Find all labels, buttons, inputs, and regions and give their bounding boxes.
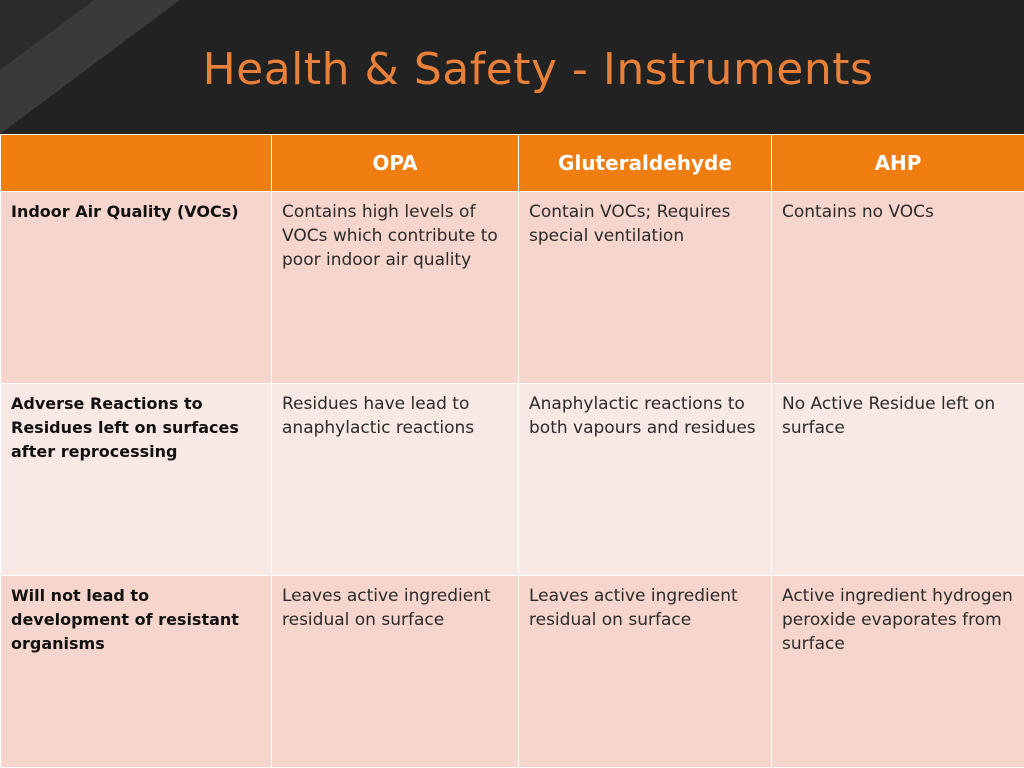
table-row: [1, 192, 1024, 384]
table-cell: Anaphylactic reactions to both vapours and residues: [519, 384, 772, 576]
table-row: [1, 384, 1024, 576]
row-label: Adverse Reactions to Residues left on surfaces after reprocessing: [1, 384, 272, 576]
table-cell: Leaves active ingredient residual on surface: [272, 576, 519, 768]
table-cell: Leaves active ingredient residual on surface: [519, 576, 772, 768]
table-cell: Contain VOCs; Requires special ventilation: [519, 192, 772, 384]
header-cell-empty: [1, 135, 272, 192]
table-cell: Contains high levels of VOCs which contribute to poor indoor air quality: [272, 192, 519, 384]
header-cell-ahp: AHP: [772, 135, 1024, 192]
table-header-row: [1, 135, 1024, 192]
header-cell-gluteraldehyde: Gluteraldehyde: [519, 135, 772, 192]
table-cell: Active ingredient hydrogen peroxide evaporates from surface: [772, 576, 1024, 768]
comparison-table: [0, 134, 1024, 768]
table-cell: No Active Residue left on surface: [772, 384, 1024, 576]
header-cell-opa: OPA: [272, 135, 519, 192]
table-cell: Contains no VOCs: [772, 192, 1024, 384]
row-label: Will not lead to development of resistant organisms: [1, 576, 272, 768]
slide-title: Health & Safety - Instruments: [202, 44, 874, 95]
table-cell: Residues have lead to anaphylactic reactions: [272, 384, 519, 576]
row-label: Indoor Air Quality (VOCs): [1, 192, 272, 384]
table-row: [1, 576, 1024, 768]
